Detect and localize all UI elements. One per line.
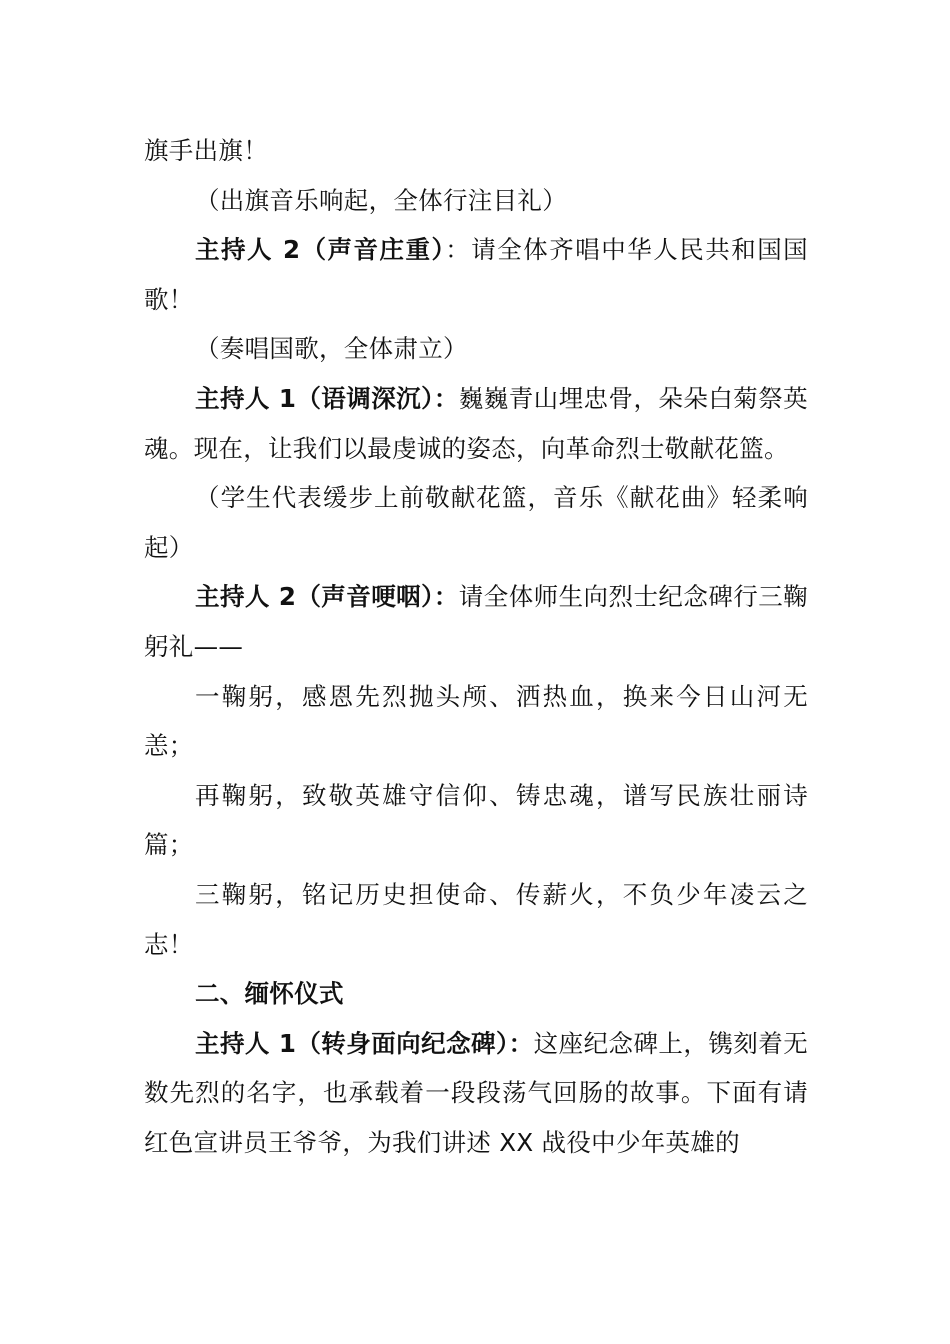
paragraph-host-2-anthem [144, 225, 808, 324]
paragraph-host-1-monument [144, 1019, 808, 1168]
paragraph-text: ：请全体齐唱中华人民共和国国歌！ [144, 235, 808, 314]
paragraph-text: 旗手出旗！ [144, 136, 268, 165]
section-heading [144, 969, 808, 1019]
heading-text: 二、缅怀仪式 [195, 979, 344, 1009]
paragraph-text: （出旗音乐响起，全体行注目礼） [195, 185, 567, 215]
paragraph-text: 三鞠躬，铭记历史担使命、传薪火，不负少年凌云之志！ [144, 879, 808, 959]
speaker-label: 主持人 2（声音哽咽）： [195, 582, 459, 612]
speaker-label: 主持人 1（语调深沉）： [195, 383, 459, 413]
paragraph-stage-direction [144, 324, 808, 374]
paragraph-stage-direction [144, 176, 808, 226]
paragraph-text: 再鞠躬，致敬英雄守信仰、铸忠魂，谱写民族壮丽诗篇； [144, 780, 808, 860]
paragraph-third-bow [144, 870, 808, 969]
speaker-label: 主持人 2（声音庄重） [195, 235, 446, 265]
paragraph-second-bow [144, 771, 808, 870]
paragraph-text: 一鞠躬，感恩先烈抛头颅、洒热血，换来今日山河无恙； [144, 681, 808, 761]
paragraph-stage-direction [144, 473, 808, 572]
paragraph-host-2-bow [144, 572, 808, 671]
paragraph-host-1-flowers [144, 374, 808, 473]
paragraph-text: 巍巍青山埋忠骨，朵朵白菊祭英魂。现在，让我们以最虔诚的姿态，向革命烈士敬献花篮。 [144, 383, 808, 463]
paragraph-text: 请全体师生向烈士纪念碑行三鞠躬礼—— [144, 582, 808, 661]
paragraph-flag-out [144, 126, 808, 176]
document-body [144, 126, 808, 1167]
paragraph-text: （学生代表缓步上前敬献花篮，音乐《献花曲》轻柔响起） [144, 483, 808, 562]
paragraph-text: （奏唱国歌，全体肃立） [195, 334, 468, 364]
paragraph-text: 这座纪念碑上，镌刻着无数先烈的名字，也承载着一段段荡气回肠的故事。下面有请红色宣讲员王爷爷，为我们讲述 XX 战役中少年英雄的 [144, 1028, 808, 1157]
speaker-label: 主持人 1（转身面向纪念碑）： [195, 1028, 534, 1058]
paragraph-first-bow [144, 672, 808, 771]
